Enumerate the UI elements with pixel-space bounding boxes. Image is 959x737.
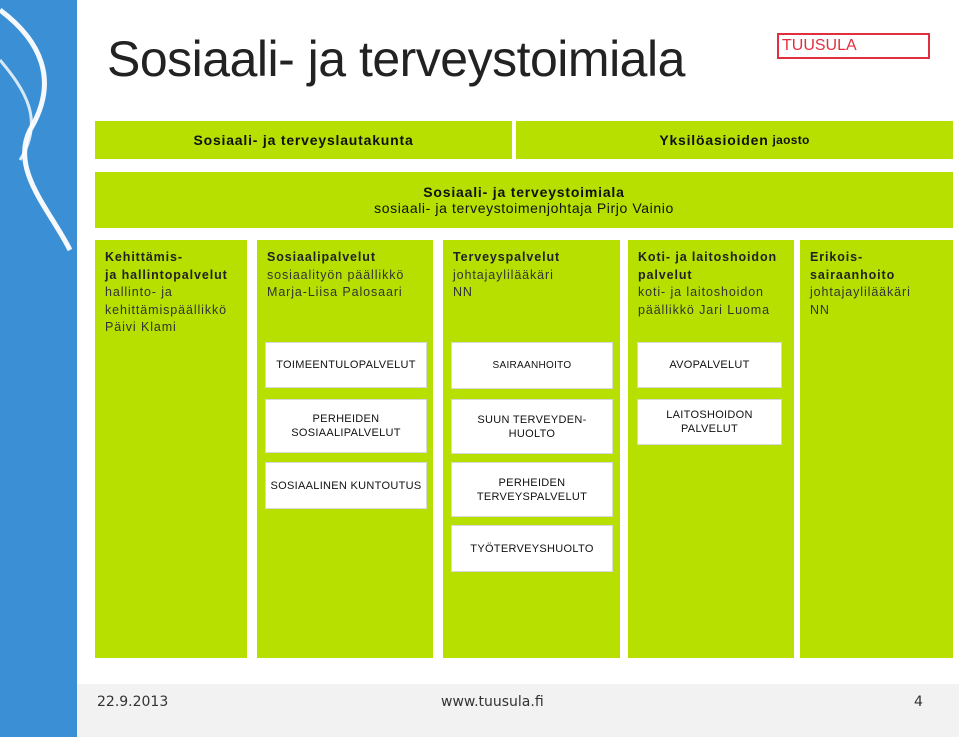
column-subtitle: koti- ja laitoshoidon päällikkö Jari Luoma — [638, 285, 770, 317]
subcommittee-label: Yksilöasioiden — [659, 132, 769, 148]
division-name: Sosiaali- ja terveystoimiala — [423, 184, 625, 200]
tuusula-logo: TUUSULA — [777, 33, 930, 59]
unit-sairaanhoito: SAIRAANHOITO — [451, 342, 613, 389]
page-number: 4 — [914, 694, 923, 710]
column-heading: Erikois- sairaanhoito — [810, 250, 896, 282]
column-kehittamis — [95, 240, 247, 658]
decorative-wave-graphic — [0, 0, 77, 737]
unit-suun-terveydenhuolto: SUUN TERVEYDEN- HUOLTO — [451, 399, 613, 454]
column-koti-laitoshoito — [628, 240, 794, 658]
column-subtitle: hallinto- ja kehittämispäällikkö Päivi Klami — [105, 285, 228, 334]
unit-avopalvelut: AVOPALVELUT — [637, 342, 782, 388]
footer-date: 22.9.2013 — [97, 694, 169, 710]
unit-tyoterveyshuolto: TYÖTERVEYSHUOLTO — [451, 525, 613, 572]
committee-box — [95, 121, 512, 159]
division-box — [95, 172, 953, 228]
column-heading: Terveyspalvelut — [453, 250, 561, 264]
division-head: sosiaali- ja terveystoimenjohtaja Pirjo Vainio — [374, 200, 674, 216]
unit-perheiden-sosiaalipalvelut: PERHEIDEN SOSIAALIPALVELUT — [265, 399, 427, 453]
unit-laitoshoidon-palvelut: LAITOSHOIDON PALVELUT — [637, 399, 782, 445]
column-heading: Koti- ja laitoshoidon palvelut — [638, 250, 778, 282]
sidebar-band — [0, 0, 77, 737]
page-title: Sosiaali- ja terveystoimiala — [107, 31, 685, 87]
subcommittee-suffix: jaosto — [772, 133, 810, 147]
column-subtitle: johtajaylilääkäri NN — [810, 285, 911, 317]
column-heading: Sosiaalipalvelut — [267, 250, 376, 264]
column-subtitle: sosiaalityön päällikkö Marja-Liisa Palosaari — [267, 267, 405, 299]
footer-url[interactable]: www.tuusula.fi — [441, 694, 544, 710]
committee-label: Sosiaali- ja terveyslautakunta — [193, 132, 414, 148]
unit-sosiaalinen-kuntoutus: SOSIAALINEN KUNTOUTUS — [265, 462, 427, 509]
column-heading: Kehittämis- ja hallintopalvelut — [105, 250, 228, 282]
column-erikoissairaanhoito — [800, 240, 953, 658]
footer-band — [77, 684, 959, 737]
unit-perheiden-terveyspalvelut: PERHEIDEN TERVEYSPALVELUT — [451, 462, 613, 517]
column-subtitle: johtajaylilääkäri NN — [453, 267, 554, 299]
subcommittee-box — [516, 121, 953, 159]
unit-toimeentulopalvelut: TOIMEENTULOPALVELUT — [265, 342, 427, 388]
